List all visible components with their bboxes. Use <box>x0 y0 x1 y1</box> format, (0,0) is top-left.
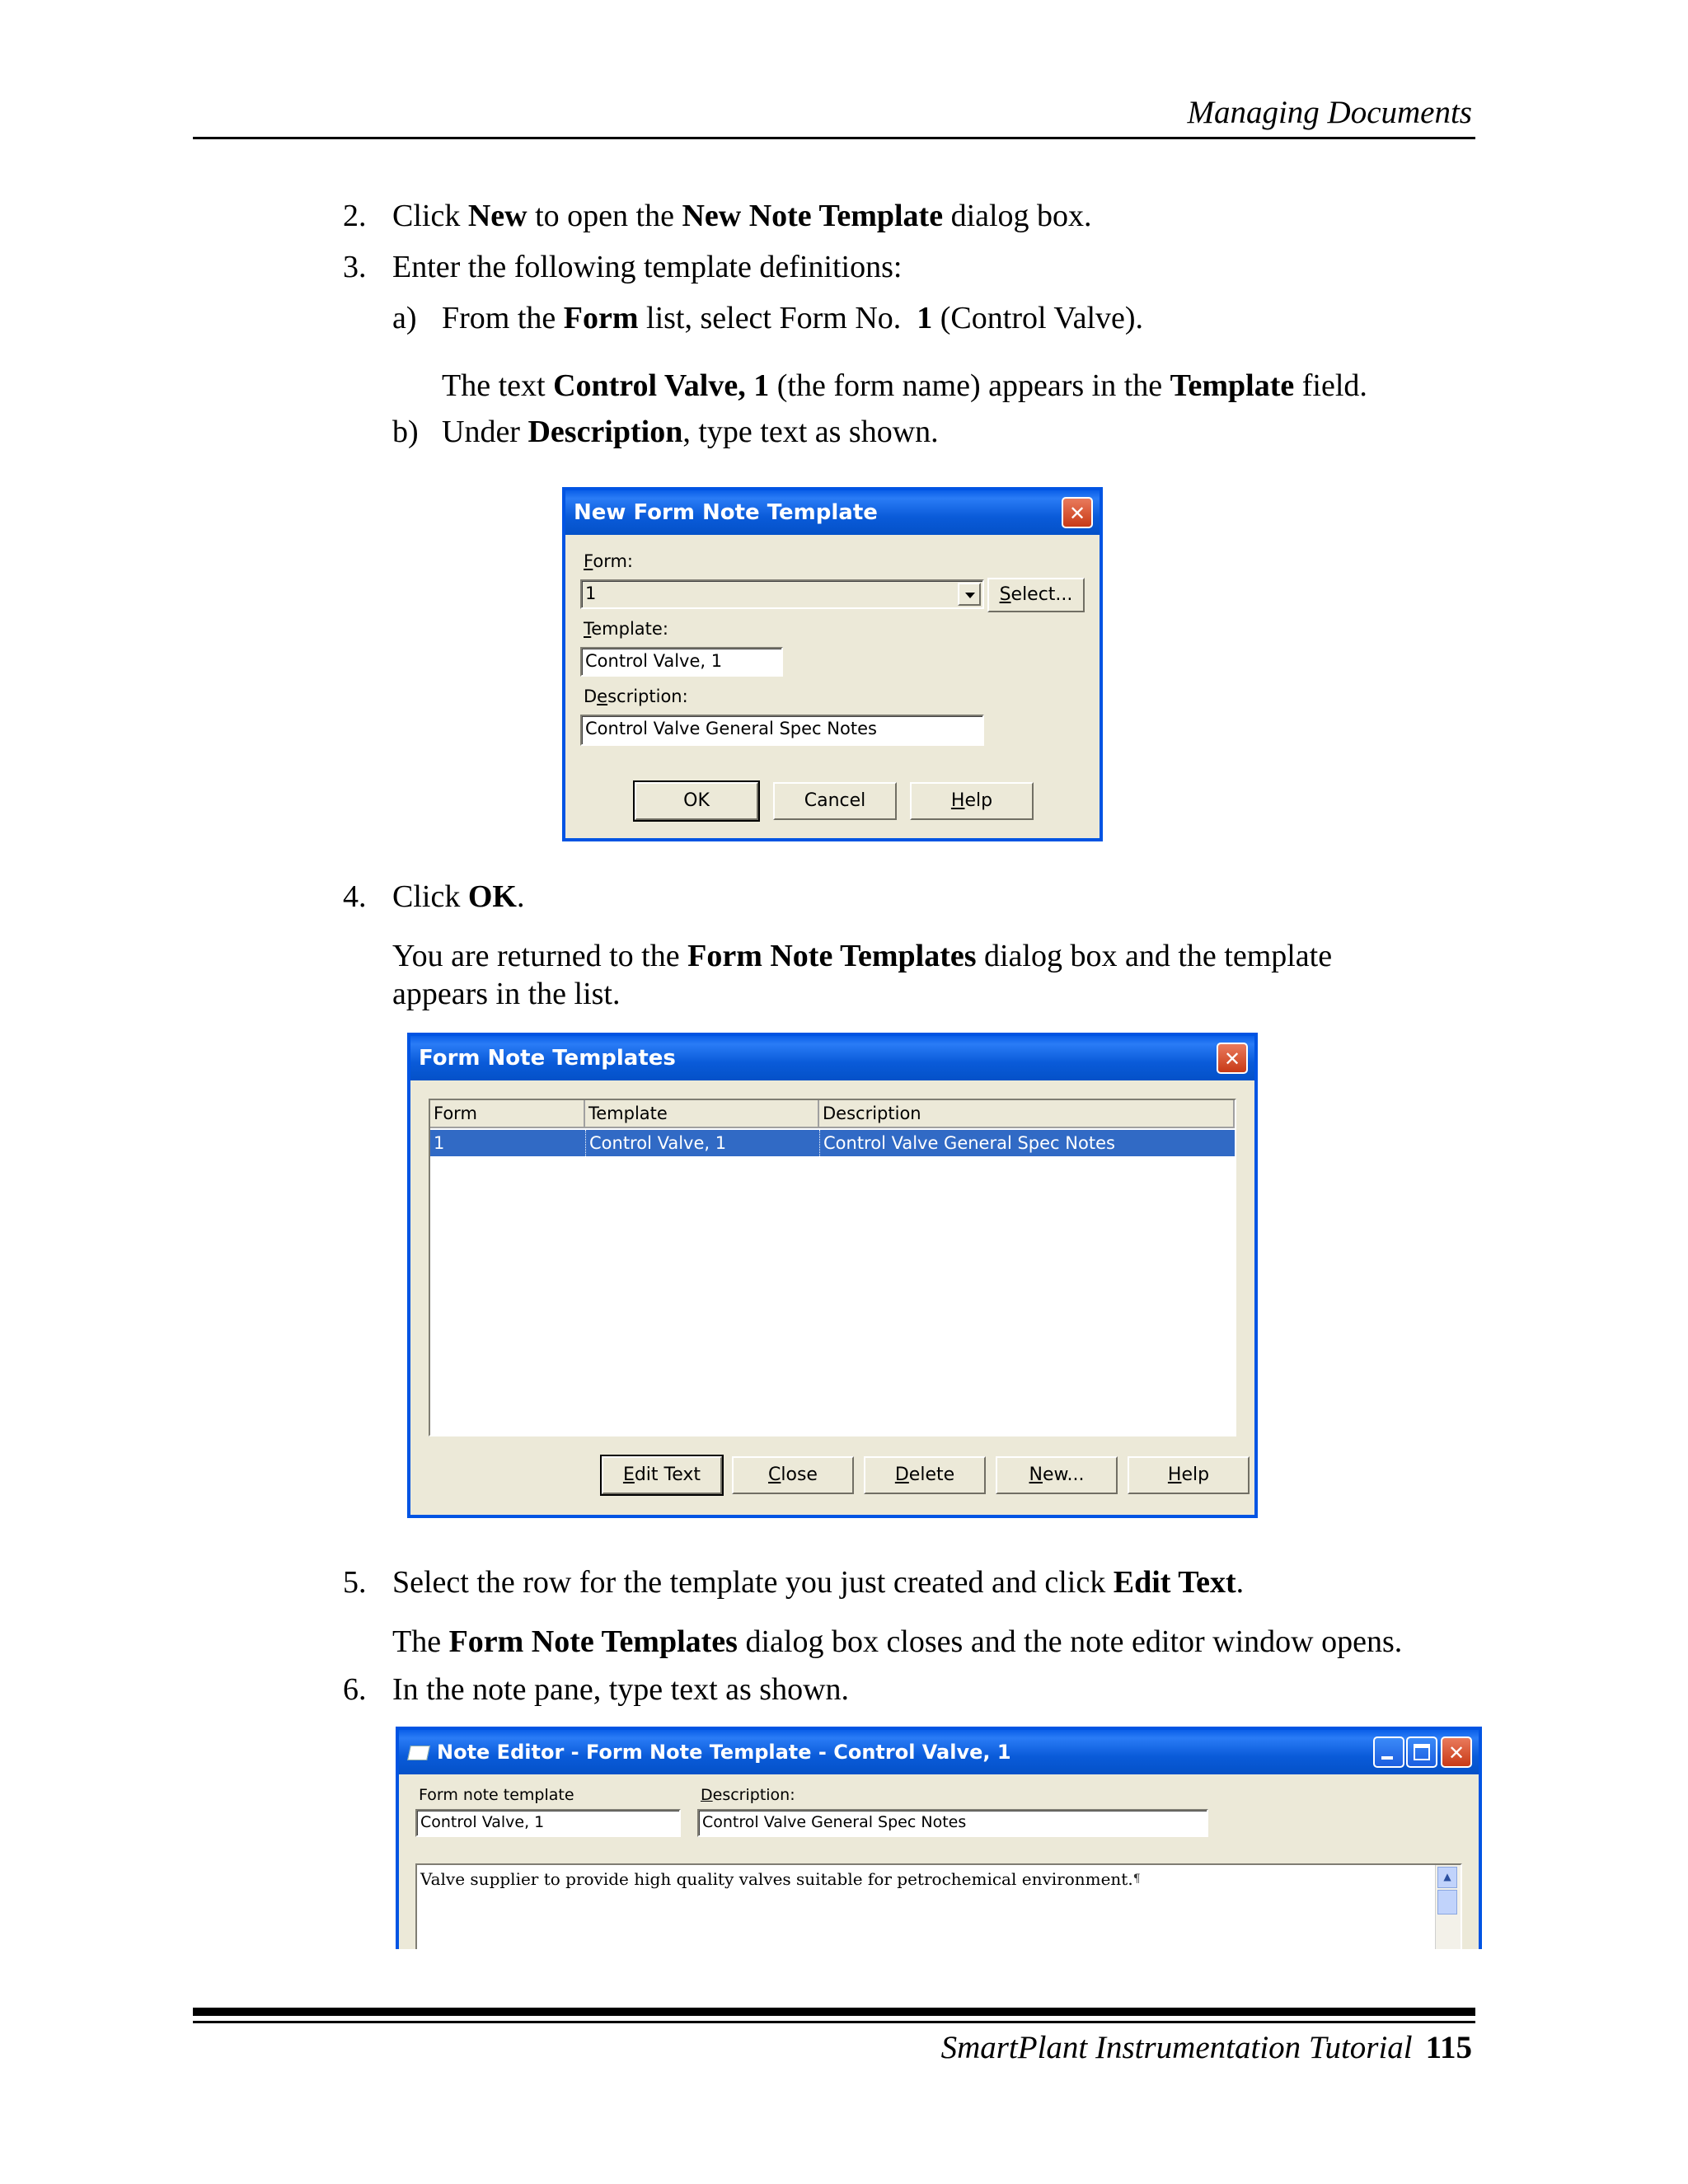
maximize-icon <box>1414 1744 1430 1760</box>
description-field[interactable]: Control Valve General Spec Notes <box>697 1809 1208 1837</box>
edit-text-button[interactable]: Edit Text <box>602 1456 722 1494</box>
running-header: Managing Documents <box>1187 95 1472 130</box>
form-label: Form: <box>584 551 633 571</box>
cell-form: 1 <box>430 1130 585 1156</box>
description-label: Description: <box>701 1786 795 1804</box>
dialog-title-bar[interactable]: Form Note Templates <box>410 1036 1254 1080</box>
note-text: Valve supplier to provide high quality valves suitable for petrochemical environment.¶ <box>420 1869 1141 1889</box>
step-5: 5. Select the row for the template you just created and click Edit Text. <box>343 1563 1244 1602</box>
step-number: 4. <box>343 879 367 914</box>
chevron-down-icon[interactable] <box>958 583 981 606</box>
form-dropdown[interactable]: 1 <box>580 579 984 609</box>
minimize-icon <box>1381 1756 1393 1760</box>
step-5-note: The Form Note Templates dialog box closes and the note editor window opens. <box>392 1624 1403 1659</box>
close-dialog-button[interactable]: Close <box>732 1456 854 1494</box>
scroll-up-icon[interactable]: ▲ <box>1437 1867 1457 1888</box>
close-icon: ✕ <box>1223 1047 1241 1071</box>
note-editor-window <box>396 1727 1482 1949</box>
scroll-thumb[interactable] <box>1437 1890 1457 1915</box>
step-3a: a) From the Form list, select Form No. 1 (Control Valve). <box>392 298 1143 338</box>
new-button[interactable]: New... <box>996 1456 1118 1494</box>
step-4-note: You are returned to the Form Note Templates dialog box and the template <box>392 939 1333 973</box>
note-pane[interactable] <box>415 1863 1462 1949</box>
maximize-button[interactable] <box>1406 1736 1437 1768</box>
step-3: 3. Enter the following template definitions: <box>343 247 902 287</box>
window-title-bar[interactable]: Note Editor - Form Note Template - Control Valve, 1 <box>399 1730 1479 1774</box>
new-form-note-template-dialog <box>562 487 1103 841</box>
help-button[interactable]: Help <box>910 782 1034 820</box>
description-field[interactable]: Control Valve General Spec Notes <box>580 715 984 746</box>
step-letter: a) <box>392 301 417 335</box>
footer-rule-thin <box>193 2021 1475 2023</box>
ok-button[interactable]: OK <box>635 782 758 820</box>
step-number: 5. <box>343 1565 367 1600</box>
header-rule <box>193 137 1475 139</box>
form-note-template-field[interactable]: Control Valve, 1 <box>415 1809 681 1837</box>
step-number: 3. <box>343 250 367 284</box>
step-4: 4. Click OK. <box>343 877 524 916</box>
template-label: Template: <box>584 619 668 639</box>
form-note-templates-dialog <box>407 1033 1258 1518</box>
templates-list[interactable] <box>429 1099 1236 1436</box>
footer-rule-thick <box>193 2008 1475 2016</box>
description-label: Description: <box>584 687 688 706</box>
cell-template: Control Valve, 1 <box>585 1130 819 1156</box>
close-icon: ✕ <box>1068 502 1086 525</box>
page-number: 115 <box>1425 2030 1472 2065</box>
column-header-description[interactable]: Description <box>819 1100 1235 1128</box>
close-button[interactable] <box>1217 1043 1248 1074</box>
running-footer: SmartPlant Instrumentation Tutorial 115 <box>940 2030 1472 2065</box>
template-field[interactable]: Control Valve, 1 <box>580 647 783 677</box>
note-editor-crop <box>396 1727 1482 1949</box>
step-letter: b) <box>392 415 419 449</box>
step-2: 2. Click New to open the New Note Template dialog box. <box>343 196 1092 236</box>
step-number: 2. <box>343 199 367 233</box>
step-3b: b) Under Description, type text as shown. <box>392 412 939 452</box>
cancel-button[interactable]: Cancel <box>773 782 897 820</box>
column-header-form[interactable]: Form <box>430 1100 585 1128</box>
close-icon: ✕ <box>1447 1741 1465 1765</box>
step-6: 6. In the note pane, type text as shown. <box>343 1670 849 1709</box>
select-button[interactable]: Select... <box>987 578 1085 612</box>
delete-button[interactable]: Delete <box>864 1456 986 1494</box>
note-icon <box>407 1746 430 1760</box>
minimize-button[interactable] <box>1373 1736 1404 1768</box>
close-button[interactable] <box>1062 497 1093 528</box>
step-3a-note: The text Control Valve, 1 (the form name) appears in the Template field. <box>442 368 1367 403</box>
cell-description: Control Valve General Spec Notes <box>819 1130 1235 1156</box>
close-button[interactable] <box>1441 1736 1472 1768</box>
step-4-note-line2: appears in the list. <box>392 977 621 1011</box>
dialog-title-bar[interactable]: New Form Note Template <box>565 490 1100 535</box>
column-header-template[interactable]: Template <box>585 1100 819 1128</box>
vertical-scrollbar[interactable] <box>1435 1865 1461 1949</box>
step-number: 6. <box>343 1672 367 1707</box>
help-button[interactable]: Help <box>1128 1456 1250 1494</box>
form-note-template-label: Form note template <box>419 1786 574 1804</box>
paragraph-mark: ¶ <box>1132 1872 1141 1886</box>
